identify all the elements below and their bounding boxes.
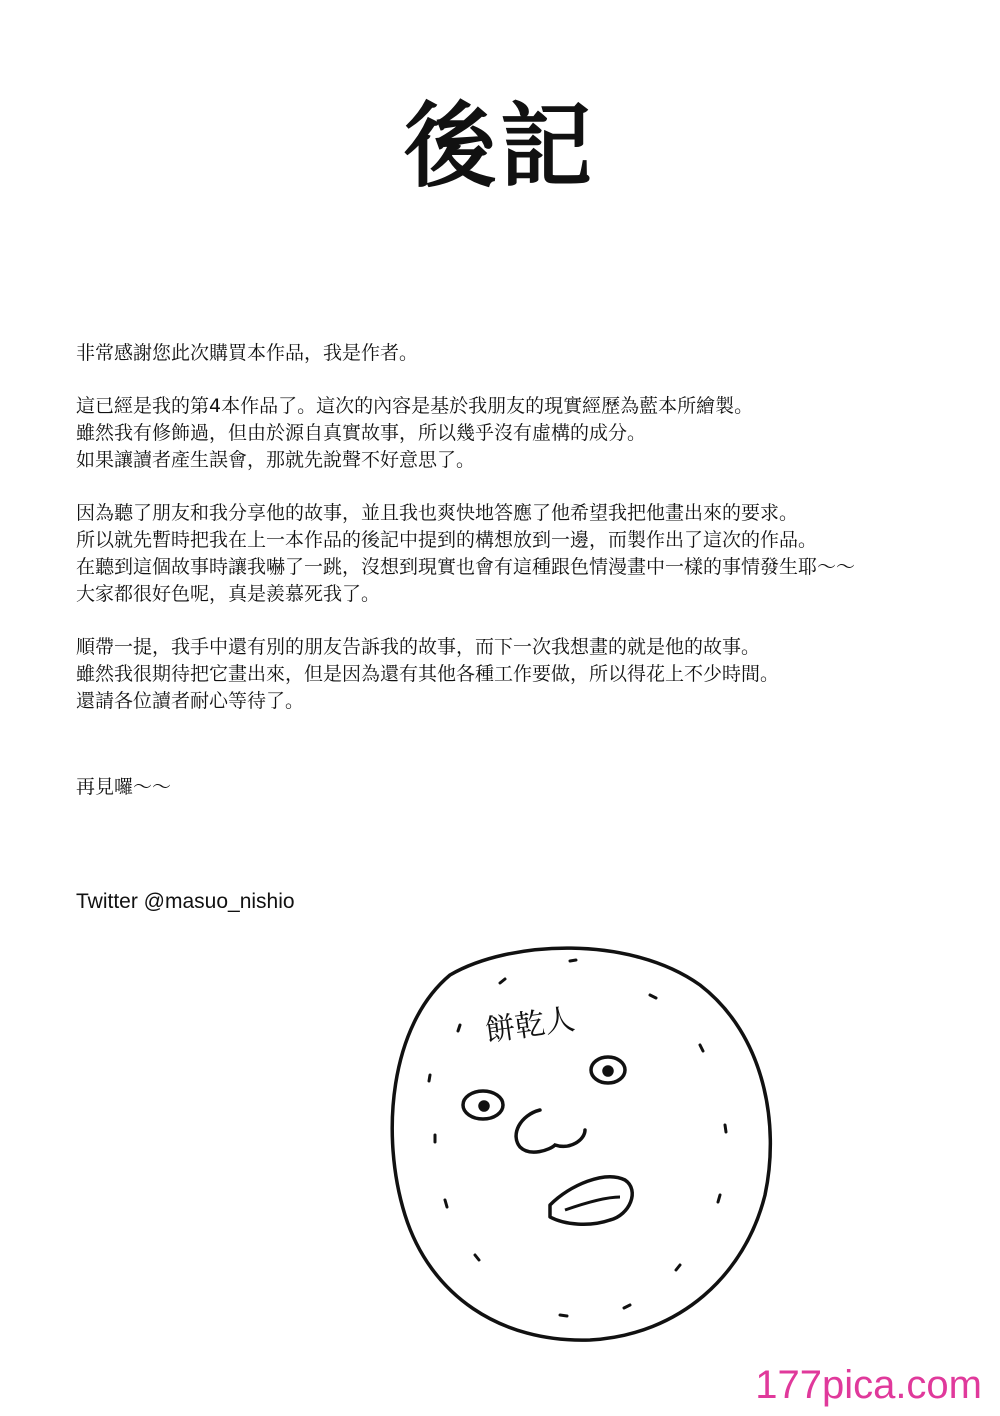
text-line: 這已經是我的第4本作品了。這次的內容是基於我朋友的現實經歷為藍本所繪製。 [76,395,754,417]
paragraph-thanks [76,340,976,367]
text-line: 大家都很好色呢，真是羨慕死我了。 [76,583,381,605]
mascot-label: 餅乾人 [483,1001,578,1050]
text-line: 所以就先暫時把我在上一本作品的後記中提到的構想放到一邊，而製作出了這次的作品。 [76,529,818,551]
text-line: 如果讓讀者產生誤會，那就先說聲不好意思了。 [76,449,476,471]
text-line: 順帶一提，我手中還有別的朋友告訴我的故事，而下一次我想畫的就是他的故事。 [76,636,761,658]
text-line: 還請各位讀者耐心等待了。 [76,690,305,712]
mascot-nose [516,1110,585,1152]
paragraph-background [76,393,976,474]
farewell-text: 再見囉～～ [76,776,172,798]
site-watermark: 177pica.com [751,1363,986,1408]
page-title: 後記 [403,93,596,200]
paragraph-next [76,634,976,715]
afterword-body [76,340,976,741]
mascot-eyes [463,1057,625,1119]
text-line: 雖然我有修飾過，但由於源自真實故事，所以幾乎沒有虛構的成分。 [76,422,647,444]
text-line: 非常感謝您此次購買本作品，我是作者。 [76,342,419,364]
cookie-outline [392,948,770,1340]
cookie-mascot-illustration [380,935,780,1345]
cookie-texture-dots [429,960,726,1316]
text-line: 因為聽了朋友和我分享他的故事，並且我也爽快地答應了他希望我把他畫出來的要求。 [76,502,799,524]
text-line: 雖然我很期待把它畫出來，但是因為還有其他各種工作要做，所以得花上不少時間。 [76,663,780,685]
text-line: 在聽到這個故事時讓我嚇了一跳，沒想到現實也會有這種跟色情漫畫中一樣的事情發生耶～～ [76,556,856,578]
paragraph-story [76,500,976,608]
twitter-handle: Twitter @masuo_nishio [76,890,295,913]
